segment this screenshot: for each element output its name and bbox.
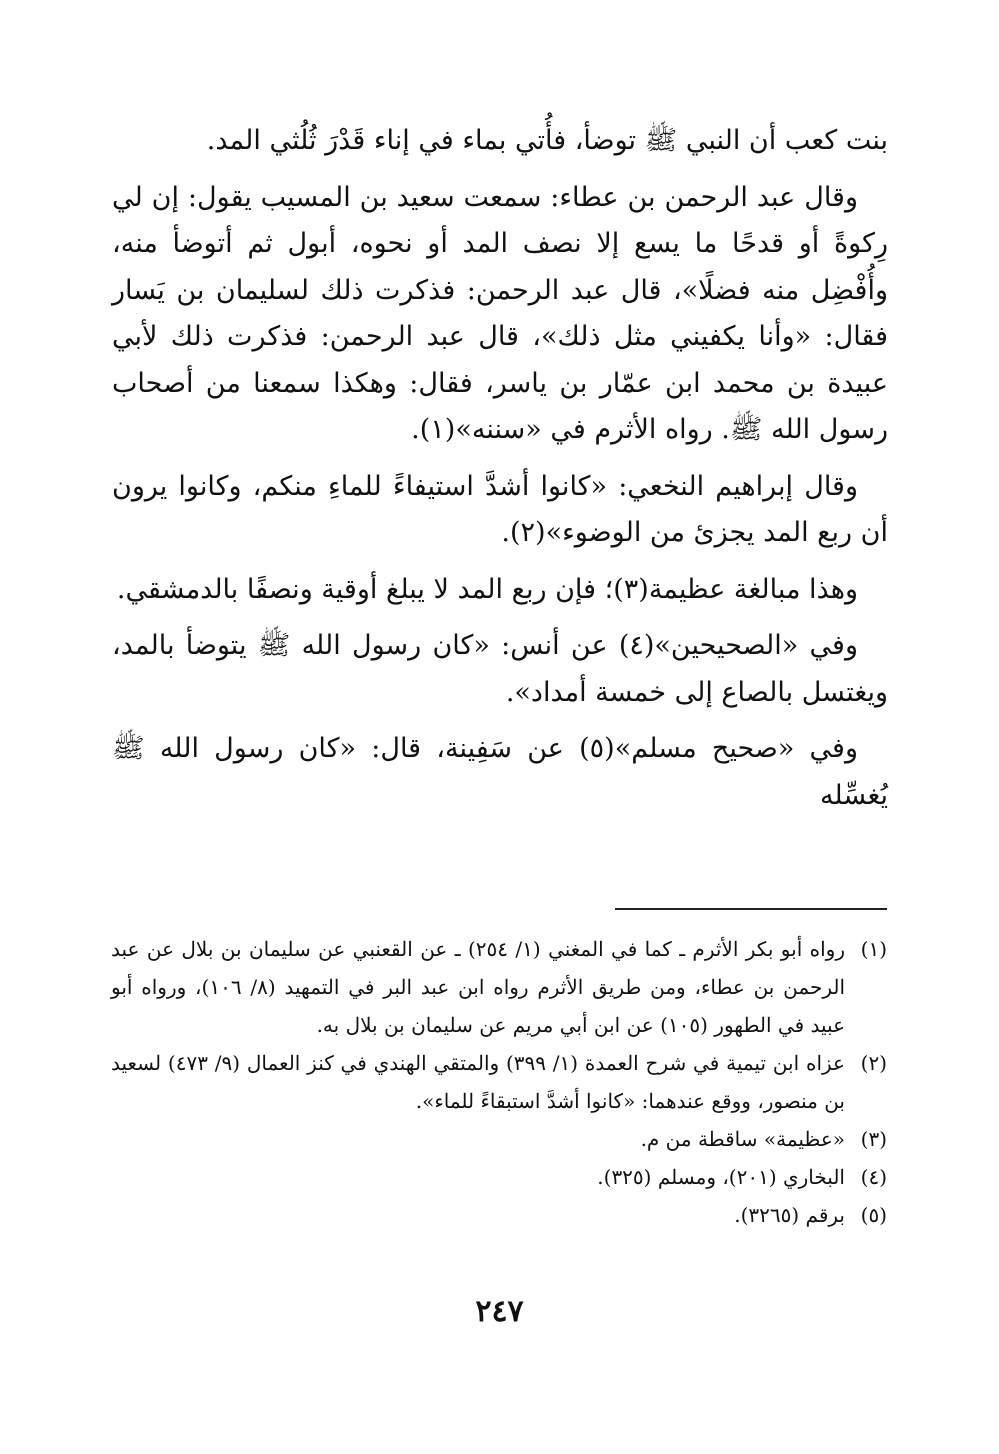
- footnote-text: البخاري (٢٠١)، ومسلم (٣٢٥).: [597, 1165, 845, 1189]
- page-number: ٢٤٧: [475, 1294, 524, 1329]
- footnotes: [111, 930, 887, 1234]
- paragraph-nakhai: وقال إبراهيم النخعي: «كانوا أشدَّ استيفاءً للماءِ منكم، وكانوا يرون أن ربع المد يجزئ من الوضوء»(٢).: [112, 470, 888, 548]
- footnote-item: [111, 1158, 887, 1196]
- footnote-number: (٣): [860, 1127, 887, 1151]
- footnote-item: [111, 1196, 887, 1234]
- main-text: [112, 118, 888, 829]
- footnote-item: [111, 930, 887, 1044]
- paragraph-sahih-muslim: وفي «صحيح مسلم»(٥) عن سَفِينة، قال: «كان رسول الله ﷺ يُغسِّله: [112, 733, 888, 811]
- paragraph-abdulrahman: وقال عبد الرحمن بن عطاء: سمعت سعيد بن المسيب يقول: إن لي رِكوةً أو قدحًا ما يسع إلا نصف المد أو نحوه، أبول ثم أتوضأ منه، وأُفْضِل منه فضلًا»، قال عبد الرحمن: فذكرت ذلك لسليمان بن يَسار فقال: «وأنا يكفيني مثل ذلك»، قال عبد الرحمن: فذكرت ذلك لأبي عبيدة بن محمد ابن عمّار بن ياسر، فقال: وهكذا سمعنا من أصحاب رسول الله ﷺ. رواه الأثرم في «سننه»(١).: [112, 181, 888, 445]
- footnote-separator: [615, 908, 887, 910]
- footnote-item: [111, 1120, 887, 1158]
- paragraph-continuation: بنت كعب أن النبي ﷺ توضأ، فأُتي بماء في إناء قَدْرَ ثُلُثي المد.: [206, 125, 888, 156]
- footnote-text: «عظيمة» ساقطة من م.: [640, 1127, 845, 1151]
- paragraph-exaggeration: وهذا مبالغة عظيمة(٣)؛ فإن ربع المد لا يبلغ أوقية ونصفًا بالدمشقي.: [116, 573, 858, 605]
- footnote-number: (١): [860, 937, 887, 961]
- footnote-number: (٤): [860, 1165, 887, 1189]
- paragraph-sahihayn: وفي «الصحيحين»(٤) عن أنس: «كان رسول الله ﷺ يتوضأ بالمد، ويغتسل بالصاع إلى خمسة أمداد».: [112, 630, 888, 708]
- footnote-text: برقم (٣٢٦٥).: [734, 1203, 845, 1227]
- footnote-text: عزاه ابن تيمية في شرح العمدة (١/ ٣٩٩) والمتقي الهندي في كنز العمال (٩/ ٤٧٣) لسعيد بن منصور، ووقع عندهما: «كانوا أشدَّ استبقاءً للماء».: [111, 1051, 845, 1113]
- footnote-item: [111, 1044, 887, 1120]
- footnote-number: (٢): [860, 1051, 887, 1075]
- footnote-number: (٥): [860, 1203, 887, 1227]
- footnote-text: رواه أبو بكر الأثرم ـ كما في المغني (١/ ٢٥٤) ـ عن القعنبي عن سليمان بن بلال عن عبد الرحمن بن عطاء، ومن طريق الأثرم رواه ابن عبد البر في التمهيد (٨/ ١٠٦)، ورواه أبو عبيد في الطهور (١٠٥) عن ابن أبي مريم عن سليمان بن بلال به.: [111, 937, 846, 1037]
